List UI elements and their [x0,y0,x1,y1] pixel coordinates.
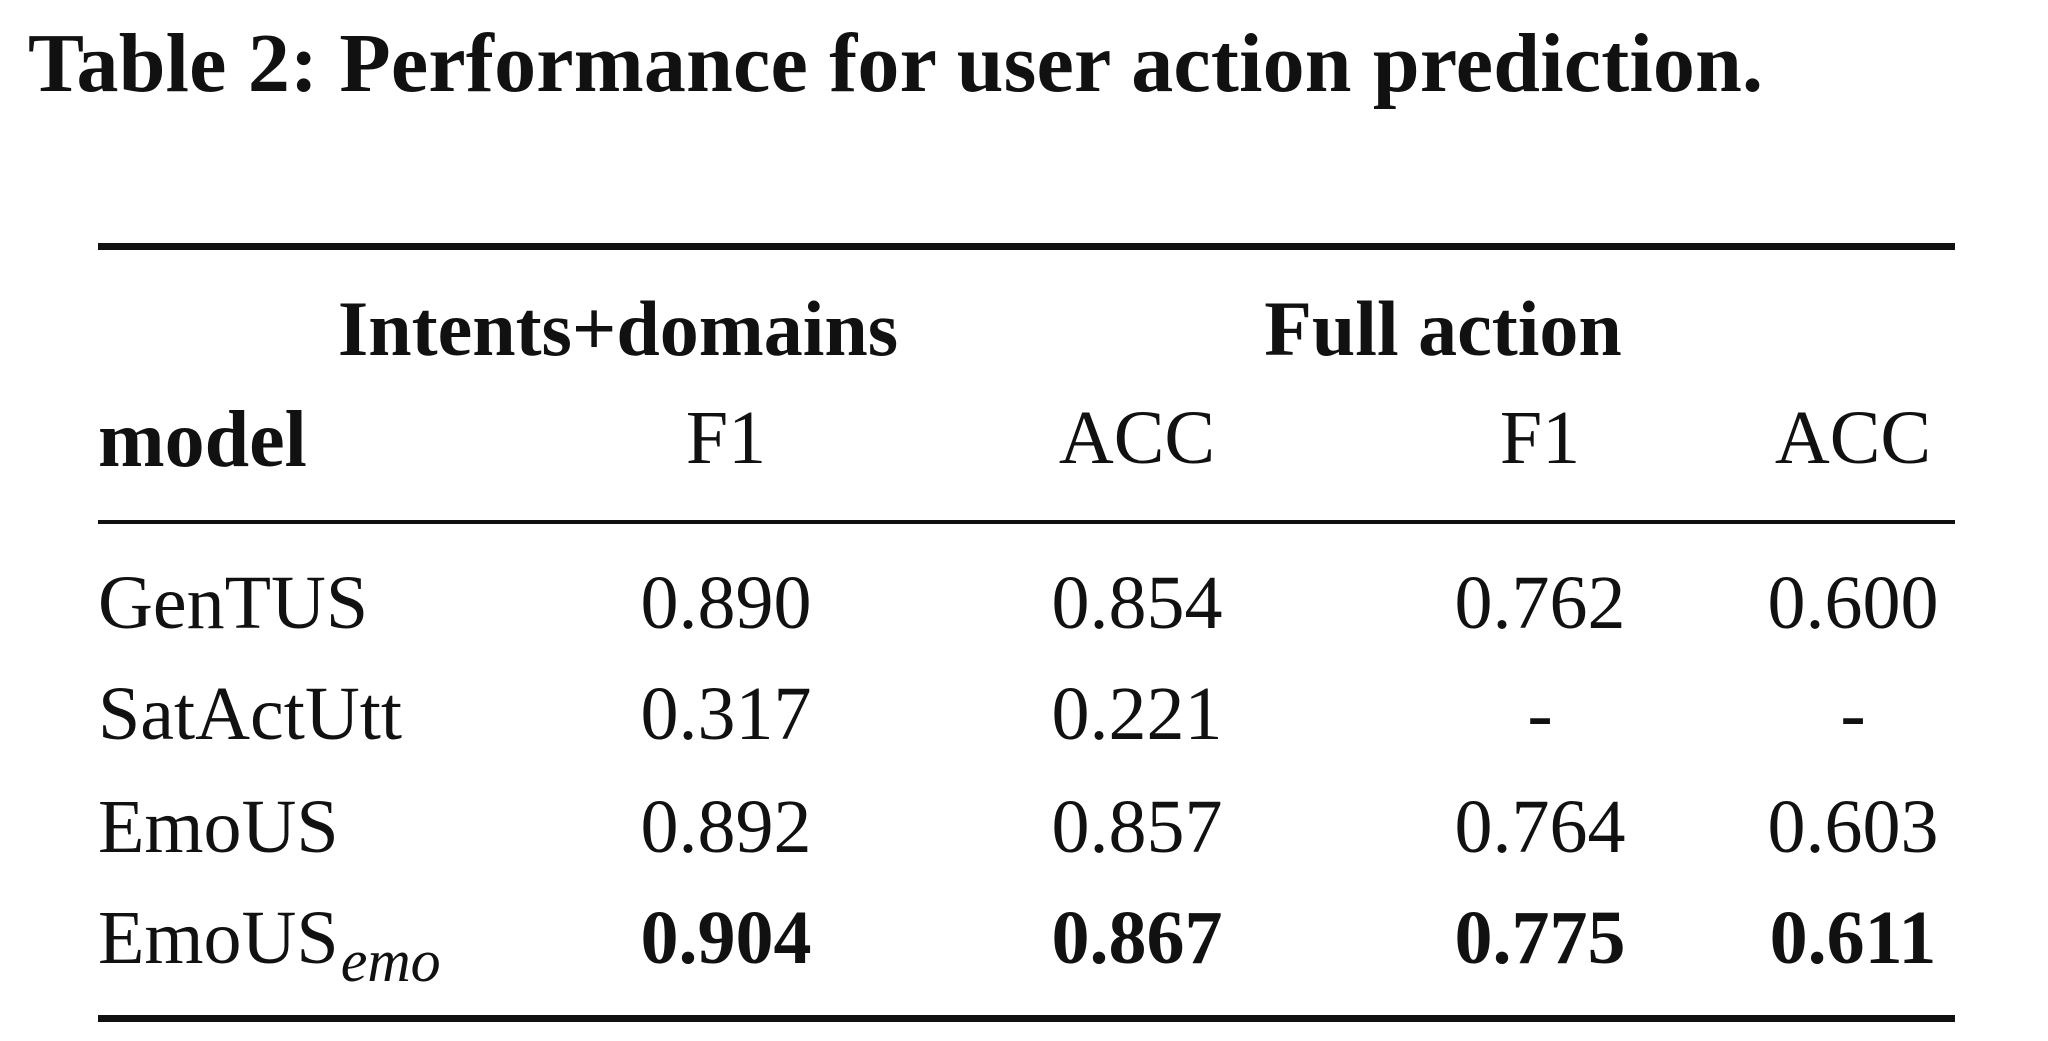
table-row-model [98,896,441,994]
table-row-model: EmoUS [98,785,339,869]
table-cell: 0.762 [1454,561,1626,645]
table-cell-best: 0.867 [1051,896,1223,980]
model-subscript: emo [340,928,441,994]
column-header-full-f1: F1 [1499,396,1581,480]
table-cell: 0.890 [640,561,812,645]
column-header-intents-acc: ACC [1058,396,1216,480]
table-cell-best: 0.611 [1769,896,1937,980]
bottom-rule [98,1015,1955,1022]
table-cell: 0.603 [1767,785,1939,869]
column-header-full-acc: ACC [1774,396,1932,480]
column-header-intents-f1: F1 [685,396,767,480]
table-caption: Table 2: Performance for user action prediction. [28,17,1764,110]
table-cell: 0.854 [1051,561,1223,645]
model-name: EmoUS [98,896,339,980]
table-cell: 0.764 [1454,785,1626,869]
table-row-model: GenTUS [98,561,369,645]
table-row-model: SatActUtt [98,672,402,756]
top-rule [98,243,1955,250]
table-cell: 0.600 [1767,561,1939,645]
table-cell: 0.221 [1051,672,1223,756]
group-header-intents-domains: Intents+domains [337,285,899,372]
table-cell: 0.857 [1051,785,1223,869]
header-rule [98,520,1955,524]
table-cell: 0.317 [640,672,812,756]
table-cell: - [1840,672,1866,756]
column-header-model: model [98,396,307,484]
group-header-full-action: Full action [1264,285,1622,372]
table-cell-best: 0.904 [640,896,812,980]
table-cell: 0.892 [640,785,812,869]
table-cell: - [1527,672,1553,756]
table-cell-best: 0.775 [1454,896,1626,980]
